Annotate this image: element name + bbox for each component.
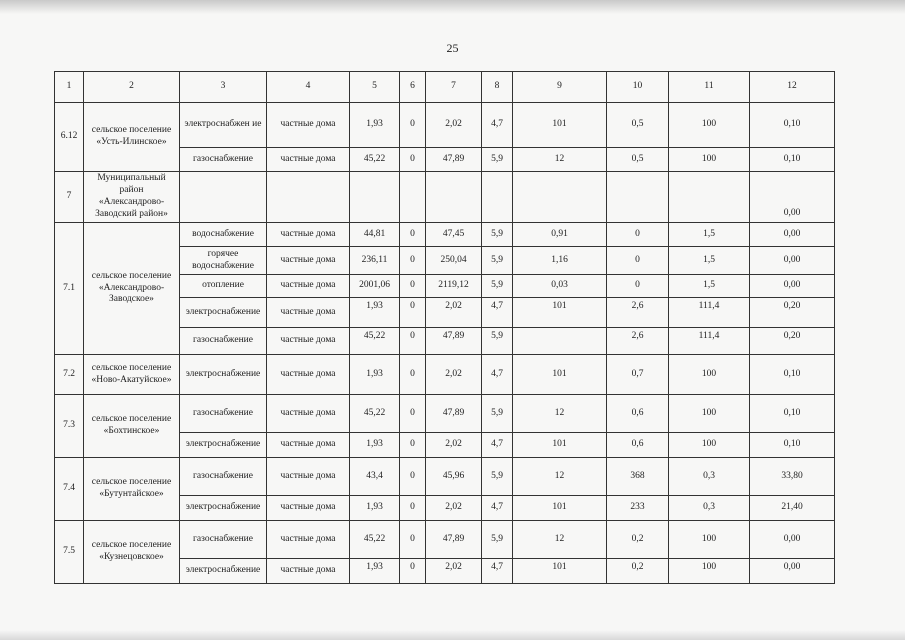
value-cell: 5,9 [482,247,513,275]
empty-cell [180,172,267,223]
value-cell: 1,5 [669,275,750,298]
value-cell: 0,3 [669,496,750,521]
empty-cell [482,172,513,223]
value-cell: 45,22 [350,521,400,559]
settlement-name: сельское поселение «Бохтинское» [84,395,180,458]
value-cell: 0,10 [750,148,835,172]
value-cell: 0,10 [750,395,835,433]
service-cell: газоснабжение [180,148,267,172]
value-cell: 21,40 [750,496,835,521]
value-cell: 0,20 [750,328,835,355]
header-cell: 9 [513,72,607,103]
header-cell: 3 [180,72,267,103]
value-cell: 4,7 [482,103,513,148]
value-cell: 12 [513,458,607,496]
value-cell: 0 [400,355,426,395]
header-cell: 4 [267,72,350,103]
service-cell: электроснабжение [180,355,267,395]
value-cell: 4,7 [482,496,513,521]
value-cell: 45,22 [350,328,400,355]
settlement-name: сельское поселение «Усть-Илинское» [84,103,180,172]
value-cell: 0,91 [513,223,607,247]
value-cell: 47,89 [426,521,482,559]
value-cell: 2119,12 [426,275,482,298]
value-cell: 111,4 [669,298,750,328]
header-cell: 6 [400,72,426,103]
housing-cell: частные дома [267,298,350,328]
value-cell: 0 [607,223,669,247]
value-cell: 0,00 [750,223,835,247]
value-cell: 0 [607,247,669,275]
empty-cell [513,172,607,223]
value-cell: 0,10 [750,355,835,395]
value-cell: 1,93 [350,103,400,148]
value-cell: 0,00 [750,247,835,275]
value-cell: 4,7 [482,559,513,584]
value-cell: 5,9 [482,148,513,172]
value-cell: 101 [513,355,607,395]
empty-cell [267,172,350,223]
empty-cell [426,172,482,223]
value-cell: 100 [669,433,750,458]
value-cell: 2,6 [607,298,669,328]
value-cell: 2,02 [426,298,482,328]
value-cell: 5,9 [482,328,513,355]
service-cell: горячее водоснабжение [180,247,267,275]
empty-cell [400,172,426,223]
service-cell: отопление [180,275,267,298]
value-cell: 44,81 [350,223,400,247]
service-cell: электроснабжение [180,496,267,521]
value-cell: 45,22 [350,148,400,172]
table-row [55,521,835,559]
value-cell: 101 [513,559,607,584]
value-cell: 1,93 [350,496,400,521]
value-cell: 100 [669,395,750,433]
value-cell: 0,00 [750,172,835,223]
value-cell: 2,6 [607,328,669,355]
value-cell: 0 [400,223,426,247]
value-cell: 1,5 [669,223,750,247]
header-cell: 11 [669,72,750,103]
value-cell: 47,89 [426,395,482,433]
row-number: 7.1 [55,223,84,355]
housing-cell: частные дома [267,433,350,458]
housing-cell: частные дома [267,328,350,355]
value-cell: 0 [400,433,426,458]
value-cell: 0,3 [669,458,750,496]
header-row [55,72,835,103]
header-cell: 1 [55,72,84,103]
value-cell: 2001,06 [350,275,400,298]
value-cell: 2,02 [426,496,482,521]
value-cell: 1,5 [669,247,750,275]
header-cell: 10 [607,72,669,103]
housing-cell: частные дома [267,247,350,275]
service-cell: электроснабжен ие [180,103,267,148]
value-cell: 12 [513,521,607,559]
value-cell: 0 [400,148,426,172]
settlement-name: сельское поселение «Кузнецовское» [84,521,180,584]
value-cell: 0,5 [607,148,669,172]
housing-cell: частные дома [267,458,350,496]
value-cell: 47,89 [426,328,482,355]
housing-cell: частные дома [267,496,350,521]
value-cell: 101 [513,496,607,521]
value-cell: 1,93 [350,355,400,395]
value-cell: 0,10 [750,433,835,458]
value-cell: 368 [607,458,669,496]
value-cell: 0,7 [607,355,669,395]
table-row [55,223,835,247]
housing-cell: частные дома [267,521,350,559]
header-cell: 2 [84,72,180,103]
value-cell: 47,45 [426,223,482,247]
value-cell: 1,93 [350,559,400,584]
housing-cell: частные дома [267,148,350,172]
value-cell: 0 [400,328,426,355]
value-cell: 0,6 [607,395,669,433]
value-cell: 0 [400,521,426,559]
scan-bottom-edge [0,630,905,640]
value-cell: 0,2 [607,521,669,559]
value-cell: 0,10 [750,103,835,148]
value-cell: 101 [513,298,607,328]
value-cell: 0,03 [513,275,607,298]
value-cell: 47,89 [426,148,482,172]
table-row [55,172,835,223]
value-cell: 5,9 [482,223,513,247]
value-cell: 2,02 [426,559,482,584]
service-cell: газоснабжение [180,458,267,496]
value-cell: 0 [400,103,426,148]
empty-cell [607,172,669,223]
table-row [55,395,835,433]
value-cell: 100 [669,355,750,395]
value-cell: 111,4 [669,328,750,355]
scan-top-edge [0,0,905,14]
value-cell: 0,6 [607,433,669,458]
settlement-name: сельское поселение «Ново-Акатуйское» [84,355,180,395]
row-number: 7 [55,172,84,223]
housing-cell: частные дома [267,395,350,433]
value-cell: 0,2 [607,559,669,584]
header-cell: 12 [750,72,835,103]
value-cell: 1,93 [350,433,400,458]
settlement-name: сельское поселение «Александрово-Заводское» [84,223,180,355]
value-cell: 100 [669,559,750,584]
value-cell: 12 [513,395,607,433]
service-cell: газоснабжение [180,395,267,433]
row-number: 7.2 [55,355,84,395]
tariff-table [54,71,835,584]
row-number: 7.4 [55,458,84,521]
value-cell [513,328,607,355]
service-cell: газоснабжение [180,521,267,559]
header-cell: 7 [426,72,482,103]
page-number: 25 [446,41,459,55]
table-row [55,458,835,496]
value-cell: 0 [400,275,426,298]
table-row [55,355,835,395]
row-number: 6.12 [55,103,84,172]
value-cell: 1,16 [513,247,607,275]
value-cell: 0 [400,247,426,275]
value-cell: 1,93 [350,298,400,328]
value-cell: 0,5 [607,103,669,148]
value-cell: 2,02 [426,433,482,458]
service-cell: электроснабжение [180,559,267,584]
service-cell: электроснабжение [180,298,267,328]
value-cell: 0 [400,559,426,584]
value-cell: 0 [400,298,426,328]
row-number: 7.3 [55,395,84,458]
value-cell: 33,80 [750,458,835,496]
value-cell: 12 [513,148,607,172]
empty-cell [350,172,400,223]
table-row [55,103,835,148]
value-cell: 5,9 [482,395,513,433]
district-name: Муниципальный район «Александрово-Заводский район» [84,172,180,223]
value-cell: 4,7 [482,355,513,395]
value-cell: 43,4 [350,458,400,496]
housing-cell: частные дома [267,103,350,148]
empty-cell [669,172,750,223]
value-cell: 5,9 [482,521,513,559]
value-cell: 236,11 [350,247,400,275]
service-cell: электроснабжение [180,433,267,458]
value-cell: 5,9 [482,275,513,298]
housing-cell: частные дома [267,223,350,247]
value-cell: 0 [400,395,426,433]
value-cell: 100 [669,521,750,559]
value-cell: 4,7 [482,298,513,328]
value-cell: 5,9 [482,458,513,496]
value-cell: 0 [400,496,426,521]
value-cell: 0 [607,275,669,298]
value-cell: 2,02 [426,355,482,395]
value-cell: 4,7 [482,433,513,458]
service-cell: газоснабжение [180,328,267,355]
housing-cell: частные дома [267,355,350,395]
housing-cell: частные дома [267,275,350,298]
value-cell: 101 [513,433,607,458]
header-cell: 8 [482,72,513,103]
value-cell: 45,96 [426,458,482,496]
service-cell: водоснабжение [180,223,267,247]
value-cell: 250,04 [426,247,482,275]
value-cell: 100 [669,103,750,148]
header-cell: 5 [350,72,400,103]
value-cell: 0,00 [750,559,835,584]
value-cell: 233 [607,496,669,521]
value-cell: 0 [400,458,426,496]
value-cell: 100 [669,148,750,172]
row-number: 7.5 [55,521,84,584]
settlement-name: сельское поселение «Бутунтайское» [84,458,180,521]
value-cell: 0,20 [750,298,835,328]
value-cell: 0,00 [750,275,835,298]
value-cell: 0,00 [750,521,835,559]
value-cell: 2,02 [426,103,482,148]
value-cell: 45,22 [350,395,400,433]
value-cell: 101 [513,103,607,148]
housing-cell: частные дома [267,559,350,584]
